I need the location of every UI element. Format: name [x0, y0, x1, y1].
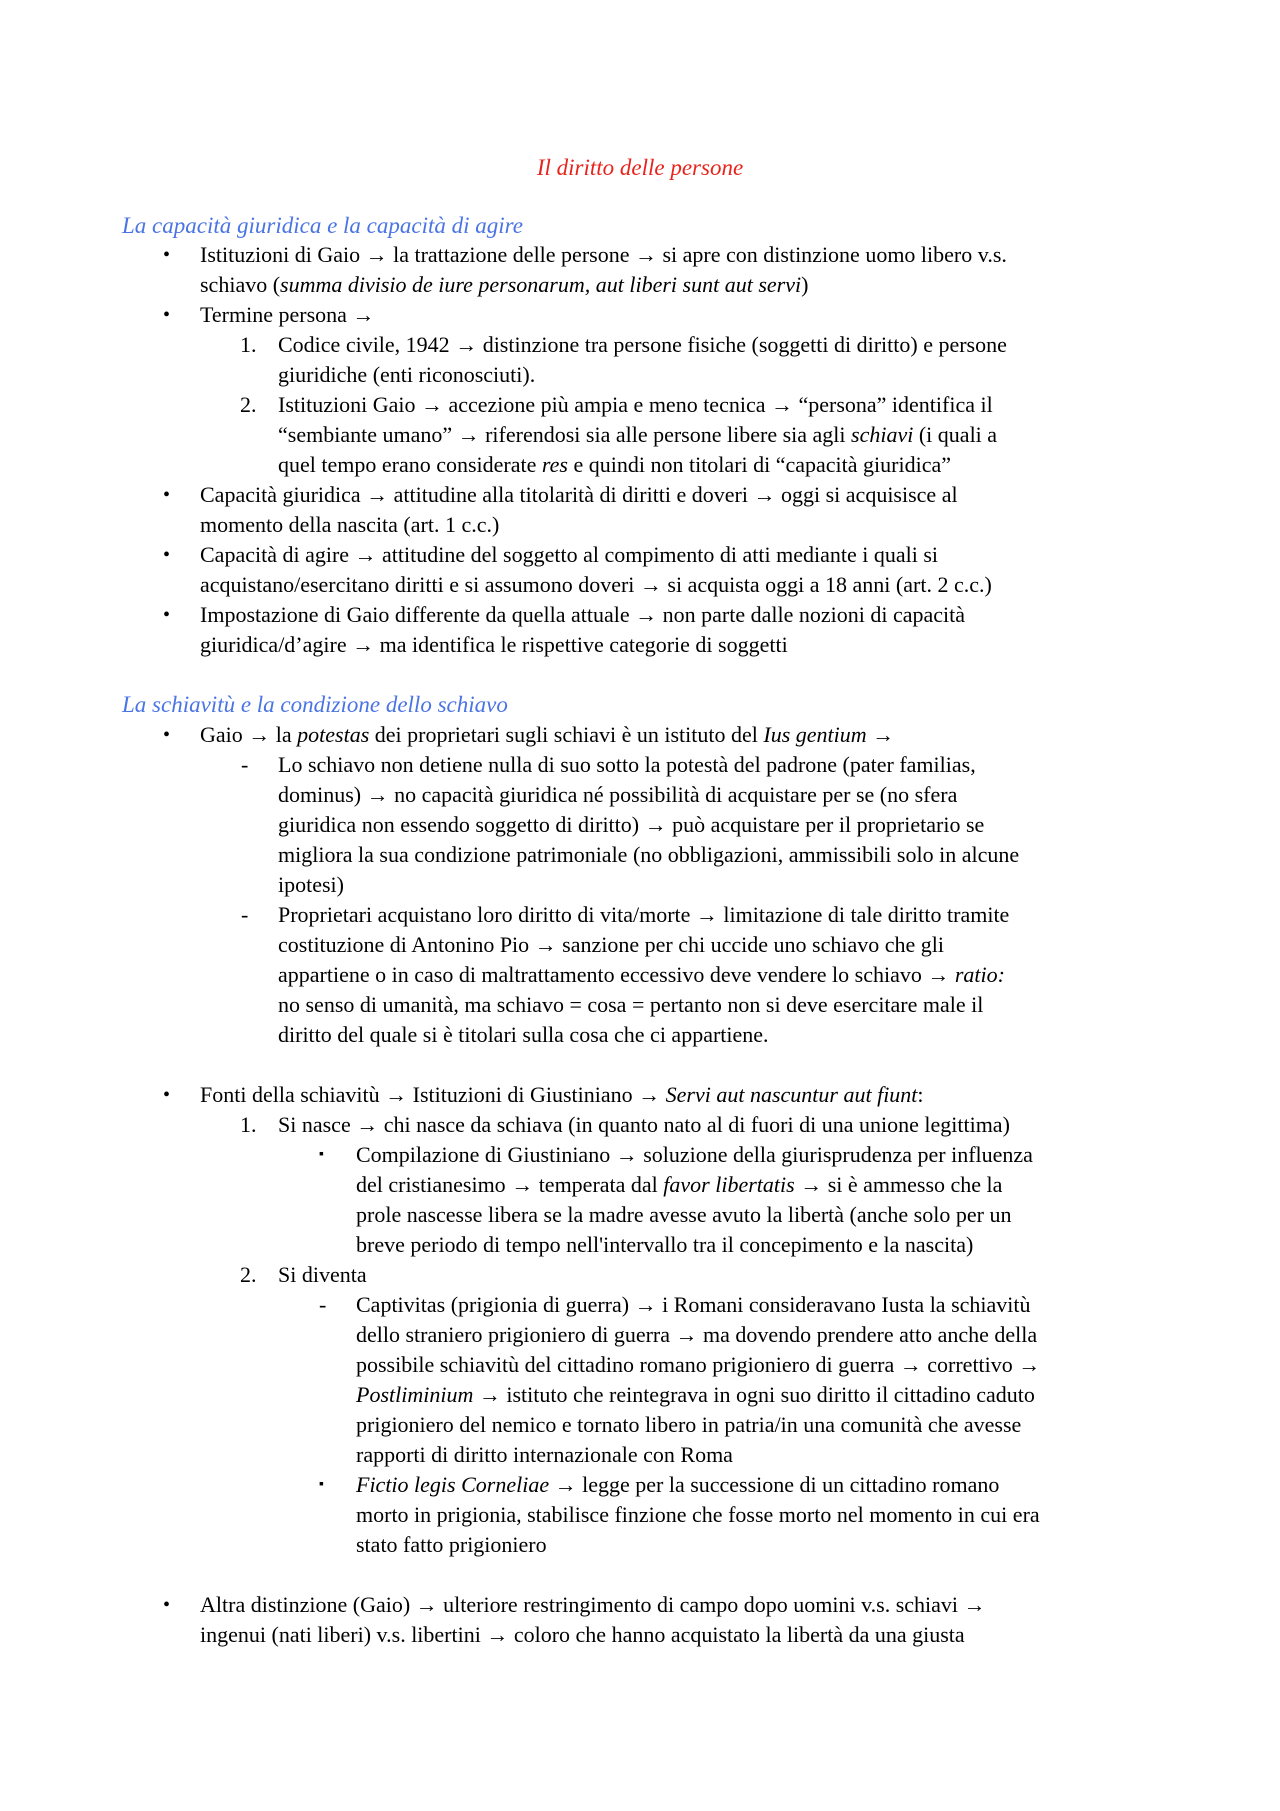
list-item-gaio-persona [278, 390, 997, 480]
list-item-legal-capacity [200, 480, 958, 540]
bullet-marker: • [163, 484, 171, 506]
bullet-marker: • [163, 1594, 171, 1616]
number-marker: 2. [240, 392, 257, 417]
bullet-marker: • [163, 244, 171, 266]
arrow-icon: → [366, 482, 389, 507]
arrow-icon: → [457, 422, 480, 447]
number-marker: 2. [240, 1262, 257, 1287]
list-item-owners-rights [278, 900, 1009, 1050]
text-line: Capacità giuridica → attitudine alla titolarità di diritti e doveri → oggi si acquisisce al [200, 482, 958, 507]
text-line: acquistano/esercitano diritti e si assumono doveri → si acquista oggi a 18 anni (art. 2 c.c.) [200, 572, 992, 597]
text-line: prole nascesse libera se la madre avesse avuto la libertà (anche solo per un [356, 1202, 1012, 1227]
text-line: Termine persona → [200, 302, 375, 327]
arrow-icon: → [899, 1352, 922, 1377]
arrow-icon: → [1018, 1352, 1041, 1377]
arrow-icon: → [615, 1142, 638, 1167]
bullet-marker: • [163, 1084, 171, 1106]
arrow-icon: → [695, 902, 718, 927]
arrow-icon: → [634, 1292, 657, 1317]
text-line: Si nasce → chi nasce da schiava (in quanto nato al di fuori di una unione legittima) [278, 1112, 1010, 1137]
text-line: giuridiche (enti riconosciuti). [278, 362, 536, 387]
text-line: breve periodo di tempo nell'intervallo tra il concepimento e la nascita) [356, 1232, 974, 1257]
arrow-icon: → [644, 812, 667, 837]
text-line: dello straniero prigioniero di guerra → ma dovendo prendere atto anche della [356, 1322, 1038, 1347]
square-marker: ▪ [319, 1477, 324, 1492]
text-line: Lo schiavo non detiene nulla di suo sotto la potestà del padrone (pater familias, [278, 752, 976, 777]
arrow-icon: → [478, 1382, 501, 1407]
arrow-icon: → [753, 482, 776, 507]
text-line: migliora la sua condizione patrimoniale (no obbligazioni, ammissibili solo in alcune [278, 842, 1020, 867]
arrow-icon: → [356, 1112, 379, 1137]
arrow-icon: → [800, 1172, 823, 1197]
arrow-icon: → [963, 1592, 986, 1617]
text-line: ingenui (nati liberi) v.s. libertini → coloro che hanno acquistato la libertà da una giusta [200, 1622, 965, 1647]
text-line: momento della nascita (art. 1 c.c.) [200, 512, 500, 537]
dash-marker: - [241, 752, 249, 777]
text-line: possibile schiavitù del cittadino romano prigioniero di guerra → correttivo → [356, 1352, 1041, 1377]
text-line: Compilazione di Giustiniano → soluzione della giurisprudenza per influenza [356, 1142, 1033, 1167]
text-line: del cristianesimo → temperata dal favor libertatis → si è ammesso che la [356, 1172, 1003, 1197]
text-line: Capacità di agire → attitudine del soggetto al compimento di atti mediante i quali si [200, 542, 939, 567]
text-line: morto in prigionia, stabilisce finzione che fosse morto nel momento in cui era [356, 1502, 1040, 1527]
list-item-gaio-approach [200, 600, 965, 660]
document-title: Il diritto delle persone [536, 155, 744, 180]
number-marker: 1. [240, 332, 257, 357]
arrow-icon: → [248, 722, 271, 747]
square-marker: ▪ [319, 1147, 324, 1162]
arrow-icon: → [366, 782, 389, 807]
text-line: Istituzioni Gaio → accezione più ampia e meno tecnica → “persona” identifica il [278, 392, 993, 417]
number-marker: 1. [240, 1112, 257, 1137]
text-line: Codice civile, 1942 → distinzione tra persone fisiche (soggetti di diritto) e persone [278, 332, 1007, 357]
text-line: appartiene o in caso di maltrattamento eccessivo deve vendere lo schiavo → ratio: [278, 962, 1005, 987]
bullet-marker: • [163, 304, 171, 326]
arrow-icon: → [385, 1082, 408, 1107]
arrow-icon: → [770, 392, 793, 417]
text-line: rapporti di diritto internazionale con Roma [356, 1442, 733, 1467]
text-line: Gaio → la potestas dei proprietari sugli schiavi è un istituto del Ius gentium → [200, 722, 895, 747]
arrow-icon: → [872, 722, 895, 747]
list-item-term-persona [200, 300, 374, 330]
text-line: schiavo (summa divisio de iure personarum, aut liberi sunt aut servi) [200, 272, 809, 297]
text-line: Captivitas (prigionia di guerra) → i Romani consideravano Iusta la schiavitù [356, 1292, 1031, 1317]
arrow-icon: → [554, 1472, 577, 1497]
arrow-icon: → [352, 632, 375, 657]
text-line: no senso di umanità, ma schiavo = cosa = pertanto non si deve esercitare male il [278, 992, 984, 1017]
text-line: giuridica/d’agire → ma identifica le rispettive categorie di soggetti [200, 632, 788, 657]
arrow-icon: → [675, 1322, 698, 1347]
arrow-icon: → [352, 302, 375, 327]
arrow-icon: → [511, 1172, 534, 1197]
text-line: giuridica non essendo soggetto di diritto) → può acquistare per il proprietario se [278, 812, 985, 837]
arrow-icon: → [638, 1082, 661, 1107]
text-line: Altra distinzione (Gaio) → ulteriore restringimento di campo dopo uomini v.s. schiavi → [200, 1592, 986, 1617]
text-line: “sembiante umano” → riferendosi sia alle persone libere sia agli schiavi (i quali a [278, 422, 998, 447]
section-heading-capacity: La capacità giuridica e la capacità di agire [122, 213, 523, 238]
list-item-captivitas [356, 1290, 1040, 1470]
arrow-icon: → [415, 1592, 438, 1617]
text-line: Impostazione di Gaio differente da quella attuale → non parte dalle nozioni di capacità [200, 602, 966, 627]
arrow-icon: → [354, 542, 377, 567]
arrow-icon: → [639, 572, 662, 597]
list-item-civil-code [278, 330, 1007, 390]
section-heading-slavery: La schiavitù e la condizione dello schiavo [122, 692, 508, 717]
arrow-icon: → [365, 242, 388, 267]
text-line: Fictio legis Corneliae → legge per la successione di un cittadino romano [356, 1472, 1000, 1497]
arrow-icon: → [635, 602, 658, 627]
text-line: Postliminium → istituto che reintegrava in ogni suo diritto il cittadino caduto [356, 1382, 1035, 1407]
list-item-fictio-legis [356, 1470, 1040, 1560]
text-line: Istituzioni di Gaio → la trattazione delle persone → si apre con distinzione uomo libero v.s. [200, 242, 1007, 267]
text-line: prigioniero del nemico e tornato libero in patria/in una comunità che avesse [356, 1412, 1022, 1437]
text-line: quel tempo erano considerate res e quindi non titolari di “capacità giuridica” [278, 452, 952, 477]
arrow-icon: → [455, 332, 478, 357]
list-item-slave-holdings [278, 750, 1019, 900]
text-line: costituzione di Antonino Pio → sanzione per chi uccide uno schiavo che gli [278, 932, 944, 957]
bullet-marker: • [163, 604, 171, 626]
dash-marker: - [319, 1292, 327, 1317]
bullet-marker: • [163, 724, 171, 746]
list-item-become-slave [278, 1260, 367, 1290]
list-item-justinian-compilation [356, 1140, 1033, 1260]
text-line: dominus) → no capacità giuridica né possibilità di acquistare per se (no sfera [278, 782, 958, 807]
text-line: ipotesi) [278, 872, 344, 897]
list-item-gaio-institutions [200, 240, 1007, 300]
bullet-marker: • [163, 544, 171, 566]
text-line: Si diventa [278, 1262, 367, 1287]
text-line: Proprietari acquistano loro diritto di vita/morte → limitazione di tale diritto tramite [278, 902, 1010, 927]
arrow-icon: → [420, 392, 443, 417]
arrow-icon: → [927, 962, 950, 987]
arrow-icon: → [634, 242, 657, 267]
text-line: stato fatto prigioniero [356, 1532, 547, 1557]
arrow-icon: → [534, 932, 557, 957]
list-item-capacity-to-act [200, 540, 992, 600]
dash-marker: - [241, 902, 249, 927]
arrow-icon: → [486, 1622, 509, 1647]
list-item-other-distinction [200, 1590, 986, 1650]
list-item-gaio-potestas [200, 720, 894, 750]
text-line: Fonti della schiavitù → Istituzioni di Giustiniano → Servi aut nascuntur aut fiunt: [200, 1082, 924, 1107]
list-item-born-slave [278, 1110, 1010, 1140]
text-line: diritto del quale si è titolari sulla cosa che ci appartiene. [278, 1022, 769, 1047]
list-item-sources-of-slavery [200, 1080, 924, 1110]
